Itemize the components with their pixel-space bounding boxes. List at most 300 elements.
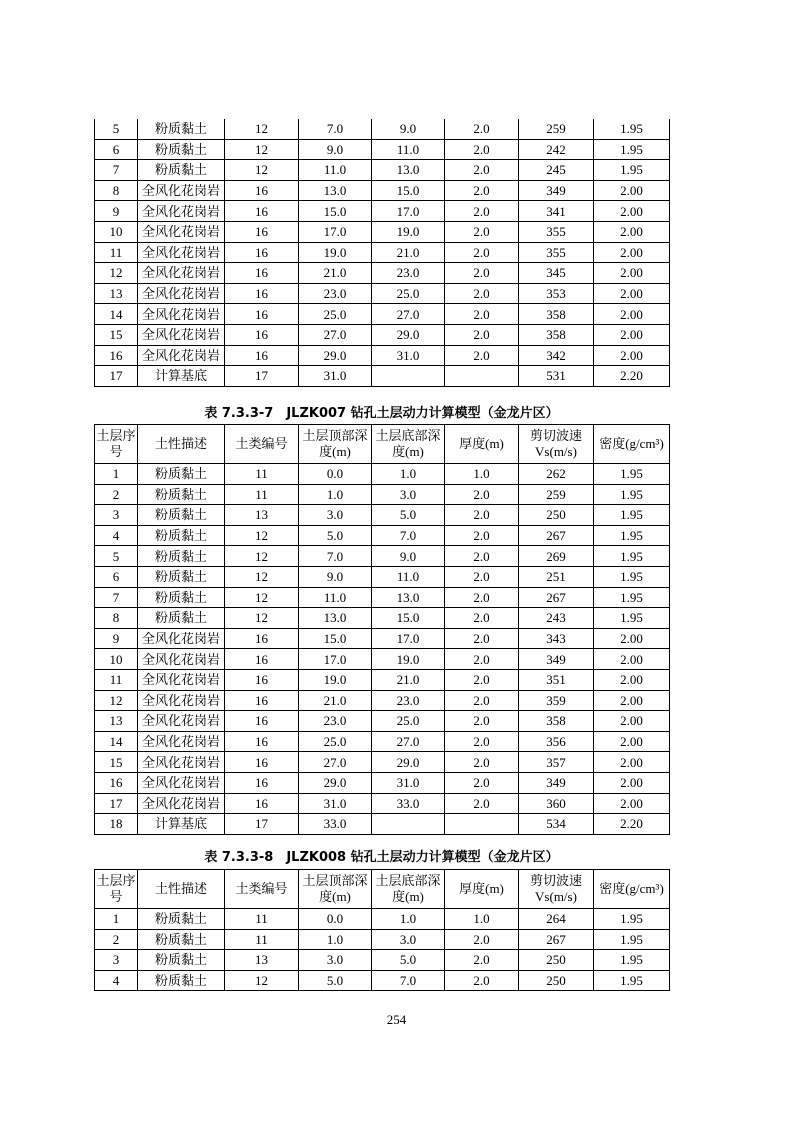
table-cell: 全风化花岗岩: [138, 201, 225, 222]
table-cell: 2: [95, 929, 138, 950]
header-cell: 土层顶部深度(m): [299, 425, 372, 464]
table-cell: 粉质黏土: [138, 909, 225, 930]
table-row: [95, 970, 670, 991]
table-cell: 1.0: [445, 909, 519, 930]
table-cell: 16: [225, 345, 299, 366]
table-cell: 9.0: [372, 119, 445, 139]
table-cell: 11: [225, 464, 299, 485]
table-row: [95, 608, 670, 629]
table-cell: 259: [519, 484, 594, 505]
header-cell: 厚度(m): [445, 425, 519, 464]
table-cell: 2.20: [594, 366, 670, 387]
table-cell: 2.00: [594, 752, 670, 773]
table-cell: 11: [95, 669, 138, 690]
header-cell: 密度(g/cm³): [594, 425, 670, 464]
table-cell: 2.00: [594, 669, 670, 690]
page-number: 254: [386, 1012, 407, 1027]
table-cell: 4: [95, 525, 138, 546]
table-cell: 242: [519, 139, 594, 160]
table-cell: 7.0: [299, 546, 372, 567]
table-cell: 2.0: [445, 628, 519, 649]
table-cell: [372, 814, 445, 835]
table-cell: 粉质黏土: [138, 608, 225, 629]
table-cell: 15: [95, 752, 138, 773]
table-cell: 7: [95, 587, 138, 608]
table-cell: 250: [519, 505, 594, 526]
header-cell: 土层序号: [95, 870, 138, 909]
table-row: [95, 950, 670, 971]
table-cell: 14: [95, 731, 138, 752]
table-caption-jlzk008: 表 7.3.3-8 JLZK008 钻孔土层动力计算模型（金龙片区）: [204, 850, 559, 865]
header-cell: 土层序号: [95, 425, 138, 464]
table-cell: 23.0: [299, 711, 372, 732]
table-cell: 16: [225, 201, 299, 222]
table-cell: 12: [225, 525, 299, 546]
table-cell: [445, 814, 519, 835]
table-cell: 15.0: [299, 628, 372, 649]
table-cell: 2.0: [445, 119, 519, 139]
table-cell: 25.0: [372, 283, 445, 304]
table-cell: 16: [225, 324, 299, 345]
table-cell: 2.0: [445, 929, 519, 950]
table-row: [95, 814, 670, 835]
table-row: [95, 304, 670, 325]
table-row: [95, 119, 670, 139]
table-cell: 16: [225, 793, 299, 814]
table-cell: 16: [225, 221, 299, 242]
header-row: [95, 870, 670, 909]
table-cell: 16: [225, 180, 299, 201]
table-row: [95, 505, 670, 526]
table-cell: 15.0: [372, 608, 445, 629]
table-cell: 12: [225, 119, 299, 139]
table-row: [95, 139, 670, 160]
table-cell: 2.0: [445, 752, 519, 773]
header-cell: 土层顶部深度(m): [299, 870, 372, 909]
header-cell: 土层底部深度(m): [372, 425, 445, 464]
table-row: [95, 525, 670, 546]
table-cell: 357: [519, 752, 594, 773]
table-cell: 2.00: [594, 345, 670, 366]
table-cell: 粉质黏土: [138, 929, 225, 950]
table-cell: 粉质黏土: [138, 484, 225, 505]
table-cell: 粉质黏土: [138, 546, 225, 567]
table-cell: 23.0: [372, 690, 445, 711]
table-cell: 17: [225, 814, 299, 835]
table-cell: 7.0: [299, 119, 372, 139]
table-row: [95, 793, 670, 814]
table-row: [95, 180, 670, 201]
table-cell: 2.00: [594, 242, 670, 263]
table-cell: 31.0: [372, 345, 445, 366]
table-cell: 25.0: [299, 731, 372, 752]
table-cell: 2.00: [594, 731, 670, 752]
table-cell: 2.00: [594, 201, 670, 222]
table-cell: 全风化花岗岩: [138, 669, 225, 690]
table-cell: 264: [519, 909, 594, 930]
table-row: [95, 711, 670, 732]
table-cell: 2.00: [594, 772, 670, 793]
table-cell: 267: [519, 929, 594, 950]
table-cell: 全风化花岗岩: [138, 772, 225, 793]
soil-table-jlzk008: [94, 869, 670, 991]
table-cell: 5.0: [372, 505, 445, 526]
soil-table-continued: [94, 119, 670, 387]
table-cell: 2.0: [445, 201, 519, 222]
table-cell: 1.95: [594, 139, 670, 160]
table-cell: 全风化花岗岩: [138, 221, 225, 242]
table-cell: 粉质黏土: [138, 505, 225, 526]
table-row: [95, 690, 670, 711]
table-cell: 16: [225, 711, 299, 732]
table-cell: 全风化花岗岩: [138, 649, 225, 670]
table-row: [95, 929, 670, 950]
table-cell: 3.0: [372, 929, 445, 950]
table-row: [95, 160, 670, 181]
table-cell: 1: [95, 464, 138, 485]
table-cell: 0.0: [299, 464, 372, 485]
table-cell: 5.0: [299, 970, 372, 991]
table-cell: 16: [225, 242, 299, 263]
table-cell: 粉质黏土: [138, 464, 225, 485]
table-cell: 计算基底: [138, 366, 225, 387]
table-cell: 23.0: [372, 263, 445, 284]
table-cell: 12: [225, 139, 299, 160]
table-row: [95, 669, 670, 690]
table-cell: 349: [519, 772, 594, 793]
table-cell: 2.0: [445, 263, 519, 284]
table-cell: 1.0: [445, 464, 519, 485]
table-cell: 2.0: [445, 546, 519, 567]
table-cell: 2.0: [445, 711, 519, 732]
table-cell: 5.0: [299, 525, 372, 546]
table-cell: 531: [519, 366, 594, 387]
table-row: [95, 566, 670, 587]
header-cell: 剪切波速Vs(m/s): [519, 870, 594, 909]
table-cell: [372, 366, 445, 387]
table-cell: 全风化花岗岩: [138, 752, 225, 773]
table-cell: 2.00: [594, 793, 670, 814]
table-cell: 5: [95, 546, 138, 567]
table-row: [95, 263, 670, 284]
table-cell: 12: [225, 160, 299, 181]
table-cell: 17: [95, 366, 138, 387]
table-cell: 19.0: [372, 221, 445, 242]
table-cell: 29.0: [299, 345, 372, 366]
header-cell: 剪切波速Vs(m/s): [519, 425, 594, 464]
table-cell: 343: [519, 628, 594, 649]
table-cell: 250: [519, 970, 594, 991]
table-cell: 31.0: [372, 772, 445, 793]
table-cell: 16: [225, 304, 299, 325]
table-cell: 2.0: [445, 649, 519, 670]
table-cell: 17: [225, 366, 299, 387]
table-cell: 13: [225, 505, 299, 526]
table-cell: 11.0: [299, 587, 372, 608]
table-cell: 2.0: [445, 566, 519, 587]
table-cell: 1.0: [299, 929, 372, 950]
table-cell: 18: [95, 814, 138, 835]
table-cell: 33.0: [372, 793, 445, 814]
table-cell: 16: [95, 345, 138, 366]
table-cell: 1.95: [594, 525, 670, 546]
table-cell: 全风化花岗岩: [138, 345, 225, 366]
table-cell: 16: [225, 752, 299, 773]
table-cell: 2.0: [445, 950, 519, 971]
table-row: [95, 772, 670, 793]
table-cell: 13: [225, 950, 299, 971]
table-cell: 251: [519, 566, 594, 587]
table-cell: 0.0: [299, 909, 372, 930]
table-cell: 250: [519, 950, 594, 971]
table-cell: 12: [95, 263, 138, 284]
table-cell: 5.0: [372, 950, 445, 971]
table-cell: 16: [225, 628, 299, 649]
table-cell: 2.00: [594, 304, 670, 325]
table-cell: 8: [95, 608, 138, 629]
table-cell: 10: [95, 221, 138, 242]
table-cell: 21.0: [372, 669, 445, 690]
table-cell: 2.0: [445, 525, 519, 546]
table-cell: 6: [95, 566, 138, 587]
table-cell: 12: [225, 608, 299, 629]
table-cell: 9: [95, 628, 138, 649]
table-cell: 2.0: [445, 283, 519, 304]
table-cell: 2.0: [445, 793, 519, 814]
table-cell: 13.0: [372, 160, 445, 181]
table-cell: 3.0: [299, 950, 372, 971]
header-cell: 密度(g/cm³): [594, 870, 670, 909]
table-cell: 17: [95, 793, 138, 814]
table-cell: 9.0: [372, 546, 445, 567]
table-cell: 349: [519, 649, 594, 670]
table-row: [95, 752, 670, 773]
table-cell: 17.0: [299, 649, 372, 670]
table-cell: 9.0: [299, 139, 372, 160]
table-cell: 21.0: [299, 263, 372, 284]
table-cell: 2.0: [445, 608, 519, 629]
table-cell: 8: [95, 180, 138, 201]
table-cell: 2.00: [594, 690, 670, 711]
table-cell: 11.0: [372, 566, 445, 587]
table-cell: 1.95: [594, 909, 670, 930]
table-cell: 16: [225, 772, 299, 793]
table-cell: 1.95: [594, 119, 670, 139]
table-row: [95, 484, 670, 505]
table-cell: 16: [225, 690, 299, 711]
table-cell: 243: [519, 608, 594, 629]
table-cell: 27.0: [372, 304, 445, 325]
table-cell: 262: [519, 464, 594, 485]
table-cell: 349: [519, 180, 594, 201]
table-cell: 17.0: [372, 201, 445, 222]
table-cell: 2.0: [445, 669, 519, 690]
table-cell: 全风化花岗岩: [138, 324, 225, 345]
header-cell: 土类编号: [225, 870, 299, 909]
table-cell: 2.0: [445, 324, 519, 345]
table-row: [95, 546, 670, 567]
table-cell: 358: [519, 711, 594, 732]
table-cell: 31.0: [299, 793, 372, 814]
table-cell: 13.0: [299, 608, 372, 629]
table-cell: 2: [95, 484, 138, 505]
table-cell: 2.0: [445, 242, 519, 263]
table-cell: 全风化花岗岩: [138, 242, 225, 263]
table-cell: 15.0: [372, 180, 445, 201]
table-cell: 10: [95, 649, 138, 670]
table-cell: 2.00: [594, 324, 670, 345]
table-cell: 1.95: [594, 950, 670, 971]
table-cell: 341: [519, 201, 594, 222]
table-cell: 2.0: [445, 484, 519, 505]
table-cell: 16: [225, 649, 299, 670]
table-cell: 11.0: [299, 160, 372, 181]
table-cell: 16: [225, 263, 299, 284]
table-cell: 17.0: [372, 628, 445, 649]
table-cell: 2.0: [445, 180, 519, 201]
table-cell: 2.00: [594, 628, 670, 649]
table-cell: 全风化花岗岩: [138, 304, 225, 325]
table-cell: 23.0: [299, 283, 372, 304]
table-row: [95, 366, 670, 387]
table-cell: 12: [95, 690, 138, 711]
table-cell: 1.0: [299, 484, 372, 505]
table-cell: 27.0: [299, 752, 372, 773]
table-row: [95, 283, 670, 304]
table-cell: 21.0: [299, 690, 372, 711]
table-row: [95, 587, 670, 608]
header-cell: 土层底部深度(m): [372, 870, 445, 909]
table-cell: 355: [519, 242, 594, 263]
table-cell: 2.0: [445, 160, 519, 181]
table-cell: 2.00: [594, 711, 670, 732]
table-cell: 4: [95, 970, 138, 991]
table-cell: 2.0: [445, 221, 519, 242]
table-cell: 全风化花岗岩: [138, 283, 225, 304]
table-cell: 11: [225, 929, 299, 950]
table-cell: 2.00: [594, 263, 670, 284]
table-cell: 356: [519, 731, 594, 752]
table-cell: 358: [519, 324, 594, 345]
table-cell: 360: [519, 793, 594, 814]
table-cell: 14: [95, 304, 138, 325]
table-cell: 1.95: [594, 587, 670, 608]
table-cell: 12: [225, 587, 299, 608]
table-cell: 2.0: [445, 139, 519, 160]
header-cell: 土性描述: [138, 425, 225, 464]
table-cell: 267: [519, 587, 594, 608]
table-cell: 全风化花岗岩: [138, 711, 225, 732]
table-cell: 粉质黏土: [138, 950, 225, 971]
table-cell: 7.0: [372, 970, 445, 991]
table-cell: 9: [95, 201, 138, 222]
table-cell: 351: [519, 669, 594, 690]
table-cell: 全风化花岗岩: [138, 793, 225, 814]
table-cell: 2.00: [594, 649, 670, 670]
table-cell: 358: [519, 304, 594, 325]
table-cell: 27.0: [299, 324, 372, 345]
table-cell: 3.0: [299, 505, 372, 526]
table-cell: 5: [95, 119, 138, 139]
table-cell: 2.20: [594, 814, 670, 835]
table-cell: 12: [225, 546, 299, 567]
table-row: [95, 201, 670, 222]
table-cell: 粉质黏土: [138, 160, 225, 181]
table-cell: 16: [95, 772, 138, 793]
table-cell: 全风化花岗岩: [138, 731, 225, 752]
table-cell: 15: [95, 324, 138, 345]
table-cell: 2.0: [445, 772, 519, 793]
table-cell: 25.0: [299, 304, 372, 325]
table-cell: 2.00: [594, 180, 670, 201]
table-row: [95, 242, 670, 263]
table-cell: 29.0: [372, 752, 445, 773]
table-cell: 2.0: [445, 970, 519, 991]
table-cell: 3: [95, 505, 138, 526]
table-cell: 1.95: [594, 546, 670, 567]
table-cell: 16: [225, 669, 299, 690]
header-cell: 土性描述: [138, 870, 225, 909]
header-row: [95, 425, 670, 464]
table-cell: 353: [519, 283, 594, 304]
soil-table-jlzk007: [94, 424, 670, 835]
table-cell: 29.0: [372, 324, 445, 345]
table-cell: 16: [225, 731, 299, 752]
table-cell: 粉质黏土: [138, 139, 225, 160]
table-cell: 13.0: [372, 587, 445, 608]
table-cell: 粉质黏土: [138, 566, 225, 587]
table-cell: 342: [519, 345, 594, 366]
table-cell: 1.95: [594, 484, 670, 505]
table-cell: 345: [519, 263, 594, 284]
header-cell: 厚度(m): [445, 870, 519, 909]
table-cell: 6: [95, 139, 138, 160]
table-cell: 粉质黏土: [138, 119, 225, 139]
table-cell: 9.0: [299, 566, 372, 587]
table-cell: 7: [95, 160, 138, 181]
table-cell: 粉质黏土: [138, 970, 225, 991]
table-row: [95, 628, 670, 649]
table-cell: 粉质黏土: [138, 525, 225, 546]
table-cell: 359: [519, 690, 594, 711]
table-cell: [445, 366, 519, 387]
table-cell: 21.0: [372, 242, 445, 263]
table-row: [95, 731, 670, 752]
table-cell: 259: [519, 119, 594, 139]
table-cell: 1.95: [594, 929, 670, 950]
table-cell: 16: [225, 283, 299, 304]
table-cell: 计算基底: [138, 814, 225, 835]
table-cell: 245: [519, 160, 594, 181]
table-row: [95, 649, 670, 670]
table-cell: 534: [519, 814, 594, 835]
table-cell: 3.0: [372, 484, 445, 505]
table-cell: 1.95: [594, 505, 670, 526]
table-cell: 2.00: [594, 283, 670, 304]
table-cell: 1.95: [594, 608, 670, 629]
table-cell: 全风化花岗岩: [138, 628, 225, 649]
table-cell: 355: [519, 221, 594, 242]
table-cell: 2.00: [594, 221, 670, 242]
table-cell: 1.0: [372, 909, 445, 930]
table-cell: 2.0: [445, 304, 519, 325]
table-row: [95, 464, 670, 485]
table-cell: 267: [519, 525, 594, 546]
table-cell: 11.0: [372, 139, 445, 160]
table-cell: 粉质黏土: [138, 587, 225, 608]
table-row: [95, 345, 670, 366]
table-cell: 19.0: [372, 649, 445, 670]
